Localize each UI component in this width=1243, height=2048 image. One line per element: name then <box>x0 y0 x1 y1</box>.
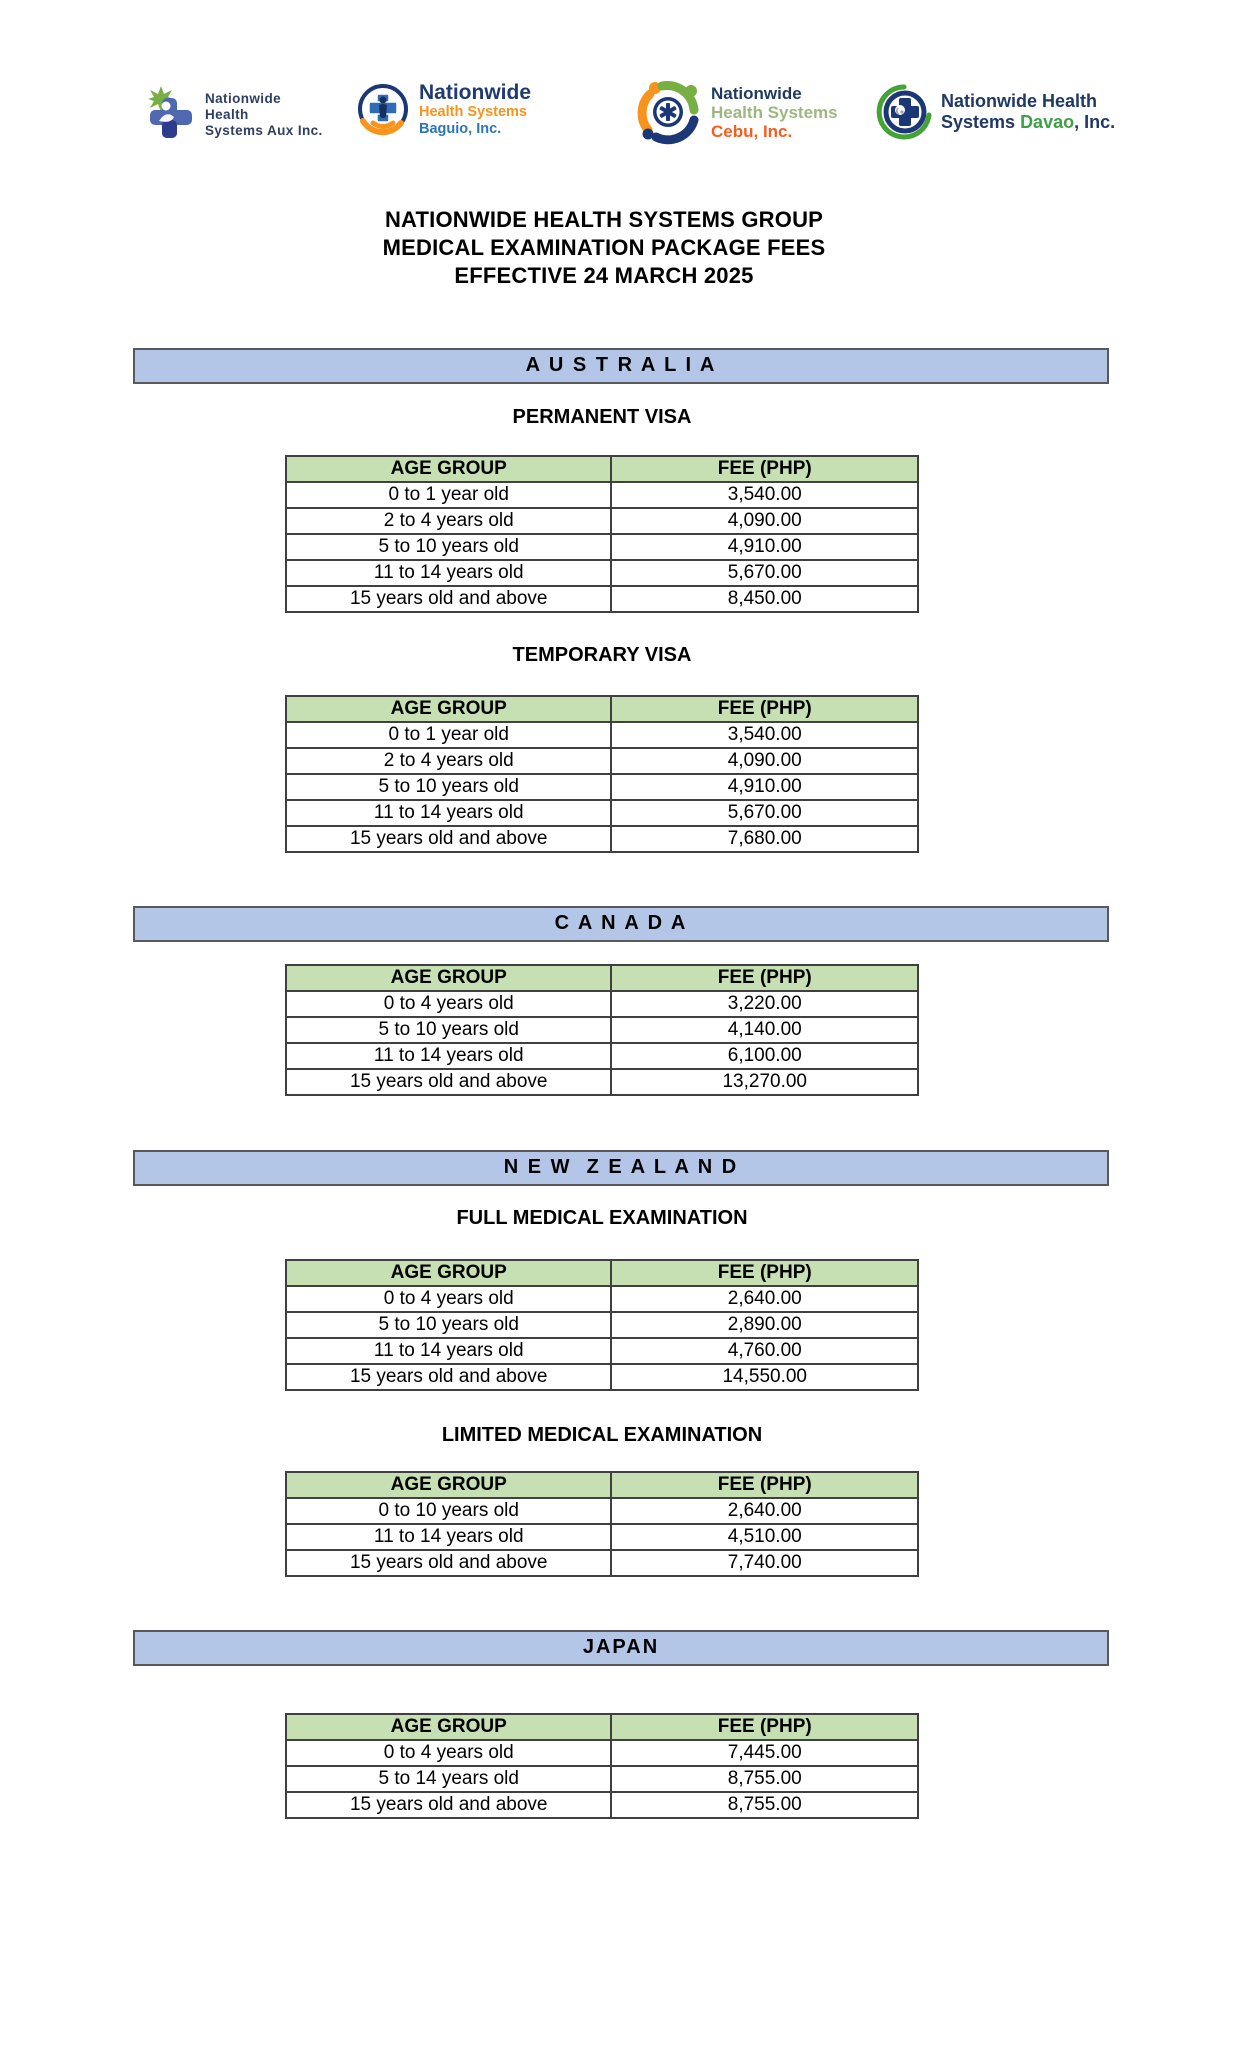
country-banner-canada: C A N A D A <box>133 906 1109 942</box>
table-row <box>286 722 918 748</box>
age-group-cell: 15 years old and above <box>286 1792 611 1818</box>
fee-column-header: FEE (PHP) <box>611 965 918 991</box>
age-group-cell: 0 to 1 year old <box>286 482 611 508</box>
fee-cell: 4,090.00 <box>611 508 918 534</box>
fee-cell: 7,680.00 <box>611 826 918 852</box>
table-row <box>286 1312 918 1338</box>
age-group-cell: 11 to 14 years old <box>286 1524 611 1550</box>
table-header-row <box>286 1472 918 1498</box>
fee-table-nz-limited-medical <box>285 1471 919 1577</box>
fee-cell: 6,100.00 <box>611 1043 918 1069</box>
logo-davao-line2 <box>941 112 1115 133</box>
logo-cebu-text <box>711 84 838 141</box>
logo-davao-text <box>941 91 1115 133</box>
table-header-row <box>286 1714 918 1740</box>
age-group-column-header: AGE GROUP <box>286 456 611 482</box>
age-group-cell: 0 to 4 years old <box>286 991 611 1017</box>
fee-cell: 4,140.00 <box>611 1017 918 1043</box>
age-group-column-header: AGE GROUP <box>286 1472 611 1498</box>
fee-cell: 8,450.00 <box>611 586 918 612</box>
age-group-column-header: AGE GROUP <box>286 696 611 722</box>
page-title <box>0 206 1208 290</box>
fee-table-nz-full-medical <box>285 1259 919 1391</box>
age-group-column-header: AGE GROUP <box>286 1260 611 1286</box>
logo-baguio-line2: Health Systems <box>419 104 527 120</box>
age-group-cell: 0 to 10 years old <box>286 1498 611 1524</box>
logo-baguio-text <box>419 82 531 138</box>
subsection-heading-limited-medical: LIMITED MEDICAL EXAMINATION <box>441 1424 763 1446</box>
age-group-cell: 0 to 4 years old <box>286 1286 611 1312</box>
fee-cell: 3,540.00 <box>611 482 918 508</box>
subsection-heading-full-medical: FULL MEDICAL EXAMINATION <box>456 1207 748 1229</box>
age-group-cell: 15 years old and above <box>286 586 611 612</box>
age-group-cell: 2 to 4 years old <box>286 508 611 534</box>
fee-cell: 2,640.00 <box>611 1498 918 1524</box>
table-row <box>286 1550 918 1576</box>
age-group-column-header: AGE GROUP <box>286 1714 611 1740</box>
subsection-heading-permanent-visa: PERMANENT VISA <box>512 406 692 428</box>
logo-davao-line2-suffix: , Inc. <box>1074 112 1116 132</box>
table-row <box>286 1792 918 1818</box>
age-group-cell: 11 to 14 years old <box>286 560 611 586</box>
fee-column-header: FEE (PHP) <box>611 456 918 482</box>
table-header-row <box>286 696 918 722</box>
age-group-cell: 5 to 10 years old <box>286 1017 611 1043</box>
table-row <box>286 1043 918 1069</box>
logo-davao-line2-prefix: Systems <box>941 112 1021 132</box>
fee-cell: 5,670.00 <box>611 560 918 586</box>
fee-cell: 4,910.00 <box>611 774 918 800</box>
age-group-cell: 15 years old and above <box>286 1550 611 1576</box>
fee-cell: 8,755.00 <box>611 1766 918 1792</box>
country-banner-new-zealand: N E W Z E A L A N D <box>133 1150 1109 1186</box>
table-row <box>286 1338 918 1364</box>
logo-aux-icon <box>146 86 196 144</box>
fee-cell: 14,550.00 <box>611 1364 918 1390</box>
logo-davao-city: Davao <box>1020 112 1075 132</box>
logo-baguio <box>356 82 531 138</box>
fee-cell: 13,270.00 <box>611 1069 918 1095</box>
fee-cell: 2,640.00 <box>611 1286 918 1312</box>
table-row <box>286 800 918 826</box>
logo-aux <box>146 86 323 144</box>
table-row <box>286 560 918 586</box>
fee-cell: 7,740.00 <box>611 1550 918 1576</box>
table-row <box>286 586 918 612</box>
table-row <box>286 482 918 508</box>
fee-cell: 7,445.00 <box>611 1740 918 1766</box>
logo-aux-line3: Systems Aux Inc. <box>205 123 323 138</box>
table-header-row <box>286 456 918 482</box>
title-line-3: EFFECTIVE 24 MARCH 2025 <box>454 263 754 288</box>
age-group-cell: 2 to 4 years old <box>286 748 611 774</box>
age-group-column-header: AGE GROUP <box>286 965 611 991</box>
age-group-cell: 5 to 10 years old <box>286 1312 611 1338</box>
logo-aux-line1: Nationwide <box>205 91 282 106</box>
logo-baguio-icon <box>356 83 410 137</box>
table-row <box>286 1766 918 1792</box>
table-row <box>286 1286 918 1312</box>
age-group-cell: 15 years old and above <box>286 826 611 852</box>
age-group-cell: 5 to 10 years old <box>286 534 611 560</box>
fee-table-australia-permanent-visa <box>285 455 919 613</box>
age-group-cell: 11 to 14 years old <box>286 800 611 826</box>
country-banner-japan: JAPAN <box>133 1630 1109 1666</box>
logo-davao <box>876 84 1115 140</box>
logo-cebu-line2: Health Systems <box>711 102 838 122</box>
table-header-row <box>286 1260 918 1286</box>
table-row <box>286 1524 918 1550</box>
age-group-cell: 5 to 10 years old <box>286 774 611 800</box>
fee-table-australia-temporary-visa <box>285 695 919 853</box>
table-row <box>286 774 918 800</box>
age-group-cell: 15 years old and above <box>286 1364 611 1390</box>
table-header-row <box>286 965 918 991</box>
fee-column-header: FEE (PHP) <box>611 1260 918 1286</box>
subsection-heading-temporary-visa: TEMPORARY VISA <box>512 644 692 666</box>
table-row <box>286 1498 918 1524</box>
fee-cell: 3,220.00 <box>611 991 918 1017</box>
table-row <box>286 991 918 1017</box>
table-row <box>286 748 918 774</box>
age-group-cell: 11 to 14 years old <box>286 1338 611 1364</box>
fee-cell: 5,670.00 <box>611 800 918 826</box>
fee-table-japan <box>285 1713 919 1819</box>
table-row <box>286 1364 918 1390</box>
logo-cebu-icon <box>634 78 702 146</box>
fee-cell: 4,090.00 <box>611 748 918 774</box>
fee-cell: 3,540.00 <box>611 722 918 748</box>
logo-cebu-line1: Nationwide <box>711 83 802 103</box>
fee-table-canada <box>285 964 919 1096</box>
fee-column-header: FEE (PHP) <box>611 696 918 722</box>
logo-cebu <box>634 78 838 146</box>
country-banner-australia: A U S T R A L I A <box>133 348 1109 384</box>
logo-aux-text <box>205 91 323 139</box>
logo-baguio-line3: Baguio, Inc. <box>419 121 502 137</box>
logo-davao-line1: Nationwide Health <box>941 91 1098 111</box>
fee-column-header: FEE (PHP) <box>611 1472 918 1498</box>
fee-column-header: FEE (PHP) <box>611 1714 918 1740</box>
age-group-cell: 0 to 1 year old <box>286 722 611 748</box>
table-row <box>286 826 918 852</box>
fee-cell: 2,890.00 <box>611 1312 918 1338</box>
logo-baguio-line1: Nationwide <box>419 81 532 104</box>
age-group-cell: 5 to 14 years old <box>286 1766 611 1792</box>
table-row <box>286 534 918 560</box>
age-group-cell: 11 to 14 years old <box>286 1043 611 1069</box>
age-group-cell: 15 years old and above <box>286 1069 611 1095</box>
fee-cell: 4,760.00 <box>611 1338 918 1364</box>
table-row <box>286 1069 918 1095</box>
title-line-1: NATIONWIDE HEALTH SYSTEMS GROUP <box>384 207 824 232</box>
logo-cebu-line3: Cebu, Inc. <box>711 121 793 141</box>
table-row <box>286 1017 918 1043</box>
fee-cell: 8,755.00 <box>611 1792 918 1818</box>
table-row <box>286 1740 918 1766</box>
title-line-2: MEDICAL EXAMINATION PACKAGE FEES <box>382 235 826 260</box>
logo-davao-icon <box>876 84 932 140</box>
age-group-cell: 0 to 4 years old <box>286 1740 611 1766</box>
logo-aux-line2: Health <box>205 107 249 122</box>
table-row <box>286 508 918 534</box>
fee-cell: 4,910.00 <box>611 534 918 560</box>
fee-cell: 4,510.00 <box>611 1524 918 1550</box>
